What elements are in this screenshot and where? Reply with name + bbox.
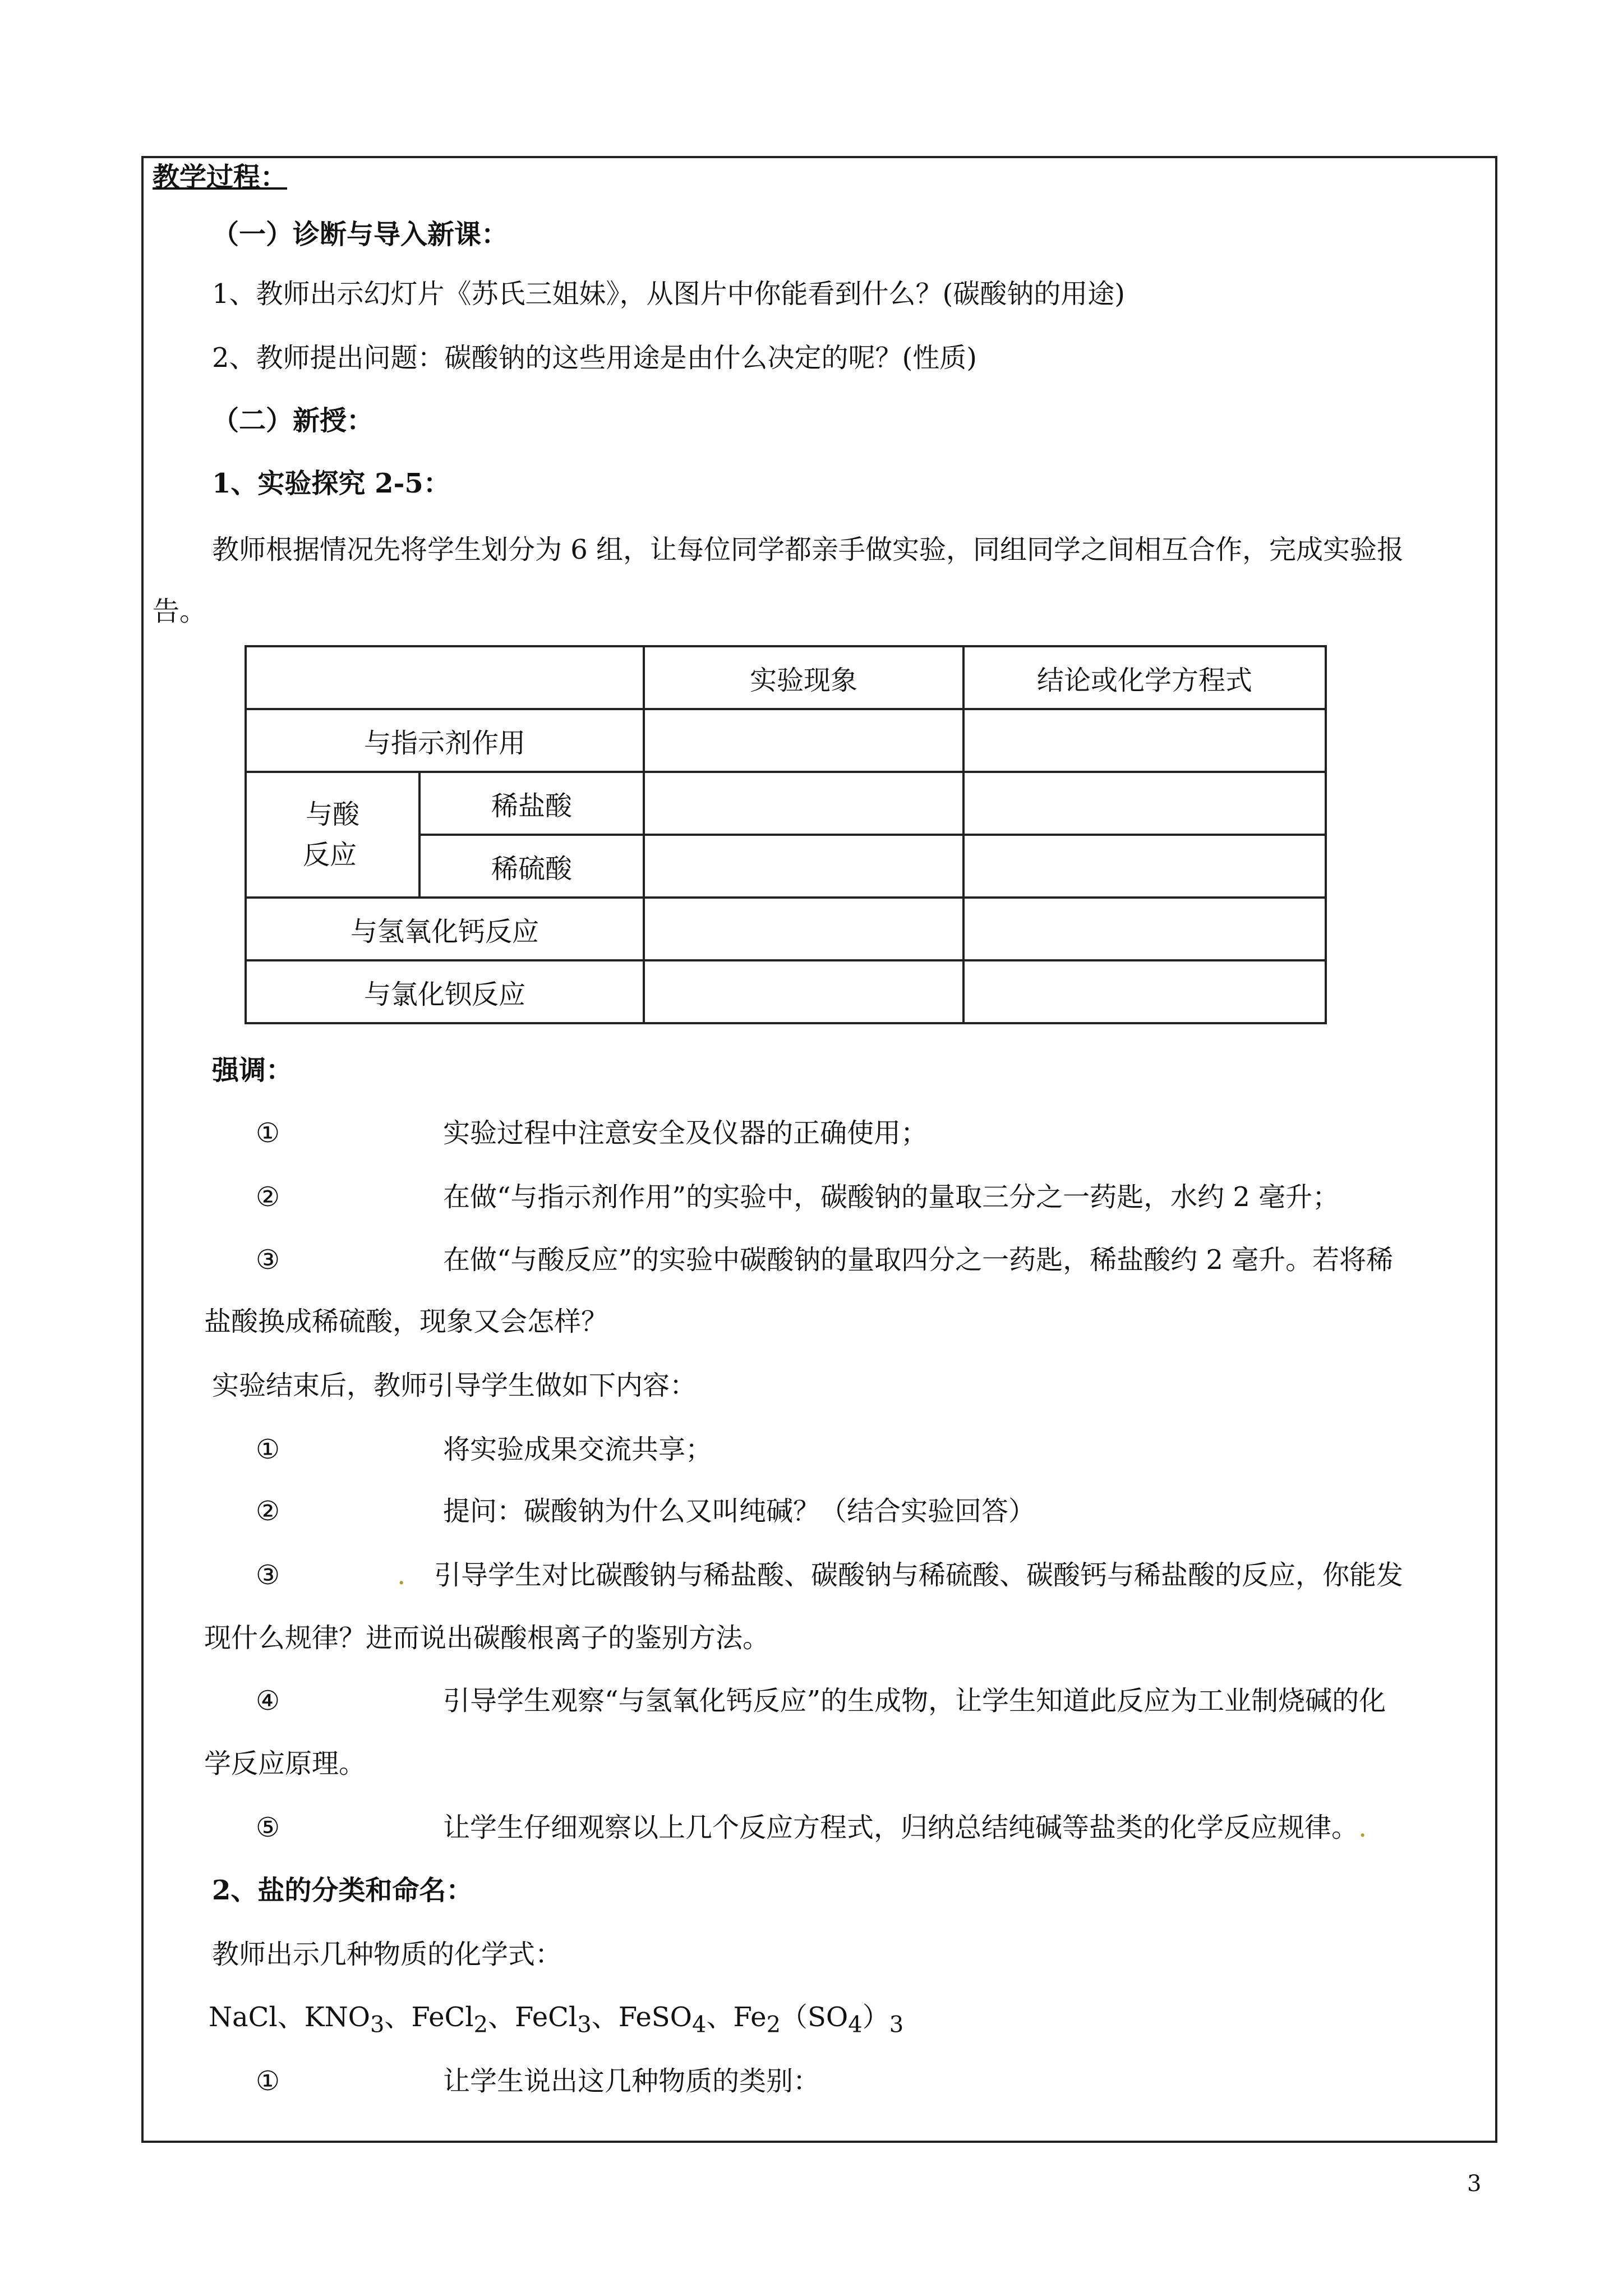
table-cell <box>644 960 963 1023</box>
last-step-text: 让学生说出这几种物质的类别： <box>443 2065 820 2097</box>
formula-fecl3: FeCl$_3$ <box>515 2001 592 2038</box>
step-3-lead-dot: . <box>397 1559 406 1591</box>
table-cell <box>644 772 963 835</box>
intro-line2: 告。 <box>153 596 207 627</box>
formula-nacl: NaCl <box>209 2001 278 2033</box>
formula-list: NaCl、$KNO_3$、FeCl$_2$、FeCl$_3$、FeSO$_4$、$Fe_2(SO_4)_3$ <box>209 2001 904 2038</box>
formula-fe2so43: $Fe_2(SO_4)_3$ <box>733 2001 904 2038</box>
step-marker-2: ② <box>256 1496 280 1527</box>
table-header-phenomenon: 实验现象 <box>644 646 963 709</box>
table-header-blank <box>246 646 644 709</box>
table-header-row <box>246 646 1326 709</box>
table-cell <box>644 898 963 960</box>
row-label-acid <box>246 772 419 898</box>
part1-item1: 1、教师出示幻灯片《苏氏三姐妹》，从图片中你能看到什么？(碳酸钠的用途) <box>212 278 1125 310</box>
row-label-hcl: 稀盐酸 <box>419 772 644 835</box>
step-marker-4: ④ <box>256 1685 280 1717</box>
table-cell <box>644 709 963 772</box>
page-number: 3 <box>1467 2171 1482 2197</box>
emphasis-text-1: 实验过程中注意安全及仪器的正确使用； <box>443 1117 928 1149</box>
after-experiment: 实验结束后，教师引导学生做如下内容： <box>212 1370 697 1401</box>
row-label-indicator: 与指示剂作用 <box>246 709 644 772</box>
experiment-table <box>245 645 1327 1024</box>
sub2-heading: 2、盐的分类和命名： <box>212 1875 473 1906</box>
table-cell <box>644 835 963 898</box>
table-cell <box>963 709 1326 772</box>
row-label-bacl2: 与氯化钡反应 <box>246 960 644 1023</box>
formula-kno3: $KNO_3$ <box>304 2001 385 2038</box>
table-cell <box>963 835 1326 898</box>
step-marker-3: ③ <box>256 1559 280 1591</box>
step-5-trail-dot: . <box>1358 1812 1367 1843</box>
table-row <box>246 709 1326 772</box>
emphasis-heading: 强调： <box>212 1055 293 1086</box>
emphasis-text-3: 在做“与酸反应”的实验中碳酸钠的量取四分之一药匙，稀盐酸约 2 毫升。若将稀 <box>443 1244 1394 1276</box>
emphasis-text-3-cont: 盐酸换成稀硫酸，现象又会怎样？ <box>204 1306 608 1337</box>
formula-fecl2: FeCl$_2$ <box>411 2001 488 2038</box>
intro-line1: 教师根据情况先将学生划分为 6 组，让每位同学都亲手做实验，同组同学之间相互合作，完成实验报 <box>212 534 1404 565</box>
step-text-2: 提问：碳酸钠为什么又叫纯碱？（结合实验回答） <box>443 1496 1036 1527</box>
step-text-1: 将实验成果交流共享； <box>443 1434 713 1465</box>
step-text-4: 引导学生观察“与氢氧化钙反应”的生成物，让学生知道此反应为工业制烧碱的化 <box>443 1685 1386 1717</box>
table-header-conclusion: 结论或化学方程式 <box>963 646 1326 709</box>
step-text-3-cont: 现什么规律？进而说出碳酸根离子的鉴别方法。 <box>204 1622 770 1654</box>
table-cell <box>963 960 1326 1023</box>
section-title: 教学过程： <box>153 162 288 193</box>
part2-heading: （二）新授： <box>212 405 374 436</box>
last-step-marker: ① <box>256 2065 280 2097</box>
table-row <box>246 960 1326 1023</box>
step-text-4-cont: 学反应原理。 <box>204 1748 366 1779</box>
part1-item2: 2、教师提出问题：碳酸钠的这些用途是由什么决定的呢？(性质) <box>212 342 977 374</box>
part1-heading: （一）诊断与导入新课： <box>212 219 509 250</box>
step-marker-5: ⑤ <box>256 1812 280 1843</box>
formula-intro: 教师出示几种物质的化学式： <box>212 1939 562 1970</box>
row-label-acid-line2: 反应 <box>303 839 357 871</box>
row-label-caoh2: 与氢氧化钙反应 <box>246 898 644 960</box>
formula-feso4: FeSO$_4$ <box>618 2001 707 2038</box>
sub1-heading: 1、实验探究 2-5： <box>212 468 450 499</box>
row-label-acid-line1: 与酸 <box>305 799 359 830</box>
emphasis-marker-2: ② <box>256 1181 280 1213</box>
table-cell <box>963 898 1326 960</box>
step-text-3: 引导学生对比碳酸钠与稀盐酸、碳酸钠与稀硫酸、碳酸钙与稀盐酸的反应，你能发 <box>434 1559 1404 1591</box>
row-label-h2so4: 稀硫酸 <box>419 835 644 898</box>
emphasis-marker-1: ① <box>256 1117 280 1149</box>
emphasis-marker-3: ③ <box>256 1244 280 1276</box>
table-row <box>246 772 1326 835</box>
table-cell <box>963 772 1326 835</box>
table-row <box>246 898 1326 960</box>
step-marker-1: ① <box>256 1434 280 1465</box>
step-text-5: 让学生仔细观察以上几个反应方程式，归纳总结纯碱等盐类的化学反应规律。. <box>443 1812 1367 1843</box>
emphasis-text-2: 在做“与指示剂作用”的实验中，碳酸钠的量取三分之一药匙，水约 2 毫升； <box>443 1181 1340 1213</box>
